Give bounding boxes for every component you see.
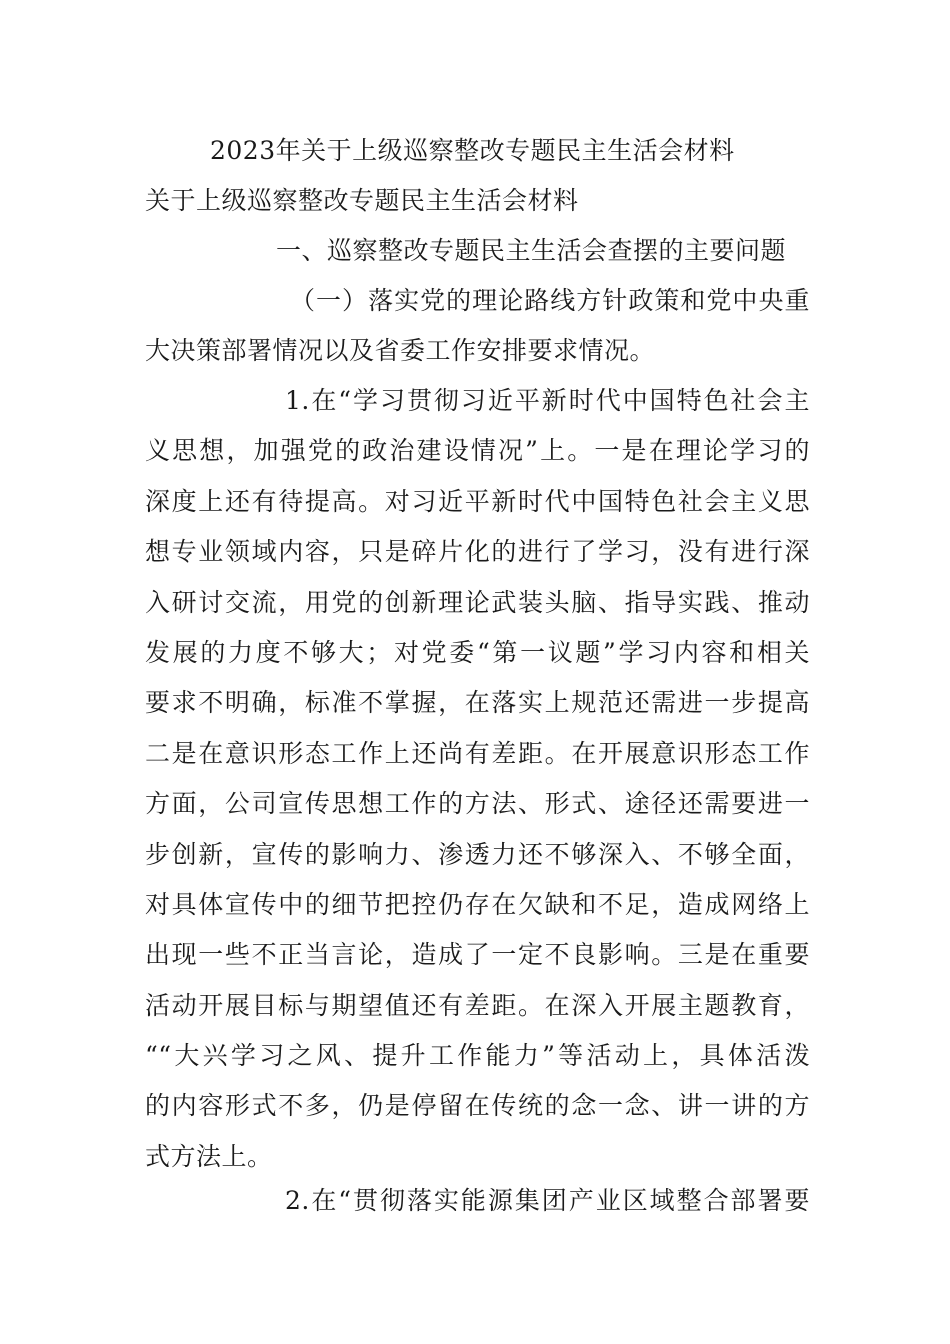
document-subtitle: 关于上级巡察整改专题民主生活会材料 bbox=[145, 186, 579, 215]
paragraph-line: 要求不明确，标准不掌握，在落实上规范还需进一步提高 bbox=[145, 688, 810, 718]
section-heading: 一、巡察整改专题民主生活会查摆的主要问题 bbox=[276, 236, 787, 265]
paragraph-line: 入研讨交流，用党的创新理论武装头脑、指导实践、推动 bbox=[145, 587, 810, 617]
paragraph-line: 方面，公司宣传思想工作的方法、形式、途径还需要进一 bbox=[145, 789, 810, 819]
paragraph-line: 的内容形式不多，仍是停留在传统的念一念、讲一讲的方 bbox=[145, 1091, 810, 1121]
item1-paragraph bbox=[145, 386, 810, 1192]
paragraph-line: 出现一些不正当言论，造成了一定不良影响。三是在重要 bbox=[145, 940, 810, 970]
item2-paragraph bbox=[145, 1186, 810, 1236]
document-title: 2023年关于上级巡察整改专题民主生活会材料 bbox=[210, 136, 735, 165]
paragraph-line: ““大兴学习之风、提升工作能力”等活动上，具体活泼 bbox=[145, 1041, 810, 1071]
paragraph-line: 义思想，加强党的政治建设情况”上。一是在理论学习的 bbox=[145, 436, 810, 466]
paragraph-line: 大决策部署情况以及省委工作安排要求情况。 bbox=[145, 336, 656, 366]
paragraph-line: （一）落实党的理论路线方针政策和党中央重 bbox=[290, 286, 810, 315]
paragraph-line: 深度上还有待提高。对习近平新时代中国特色社会主义思 bbox=[145, 486, 810, 516]
paragraph-line: 步创新，宣传的影响力、渗透力还不够深入、不够全面， bbox=[145, 839, 810, 869]
paragraph-line: 想专业领域内容，只是碎片化的进行了学习，没有进行深 bbox=[145, 537, 810, 567]
paragraph-line: 二是在意识形态工作上还尚有差距。在开展意识形态工作 bbox=[145, 738, 810, 768]
paragraph-line: 1.在“学习贯彻习近平新时代中国特色社会主 bbox=[285, 386, 810, 415]
paragraph-line: 式方法上。 bbox=[145, 1141, 273, 1171]
paragraph-line: 2.在“贯彻落实能源集团产业区域整合部署要 bbox=[285, 1186, 810, 1215]
paragraph-line: 对具体宣传中的细节把控仍存在欠缺和不足，造成网络上 bbox=[145, 889, 810, 919]
subsection-paragraph bbox=[145, 286, 810, 387]
paragraph-line: 活动开展目标与期望值还有差距。在深入开展主题教育， bbox=[145, 990, 810, 1020]
paragraph-line: 发展的力度不够大；对党委“第一议题”学习内容和相关 bbox=[145, 637, 810, 667]
